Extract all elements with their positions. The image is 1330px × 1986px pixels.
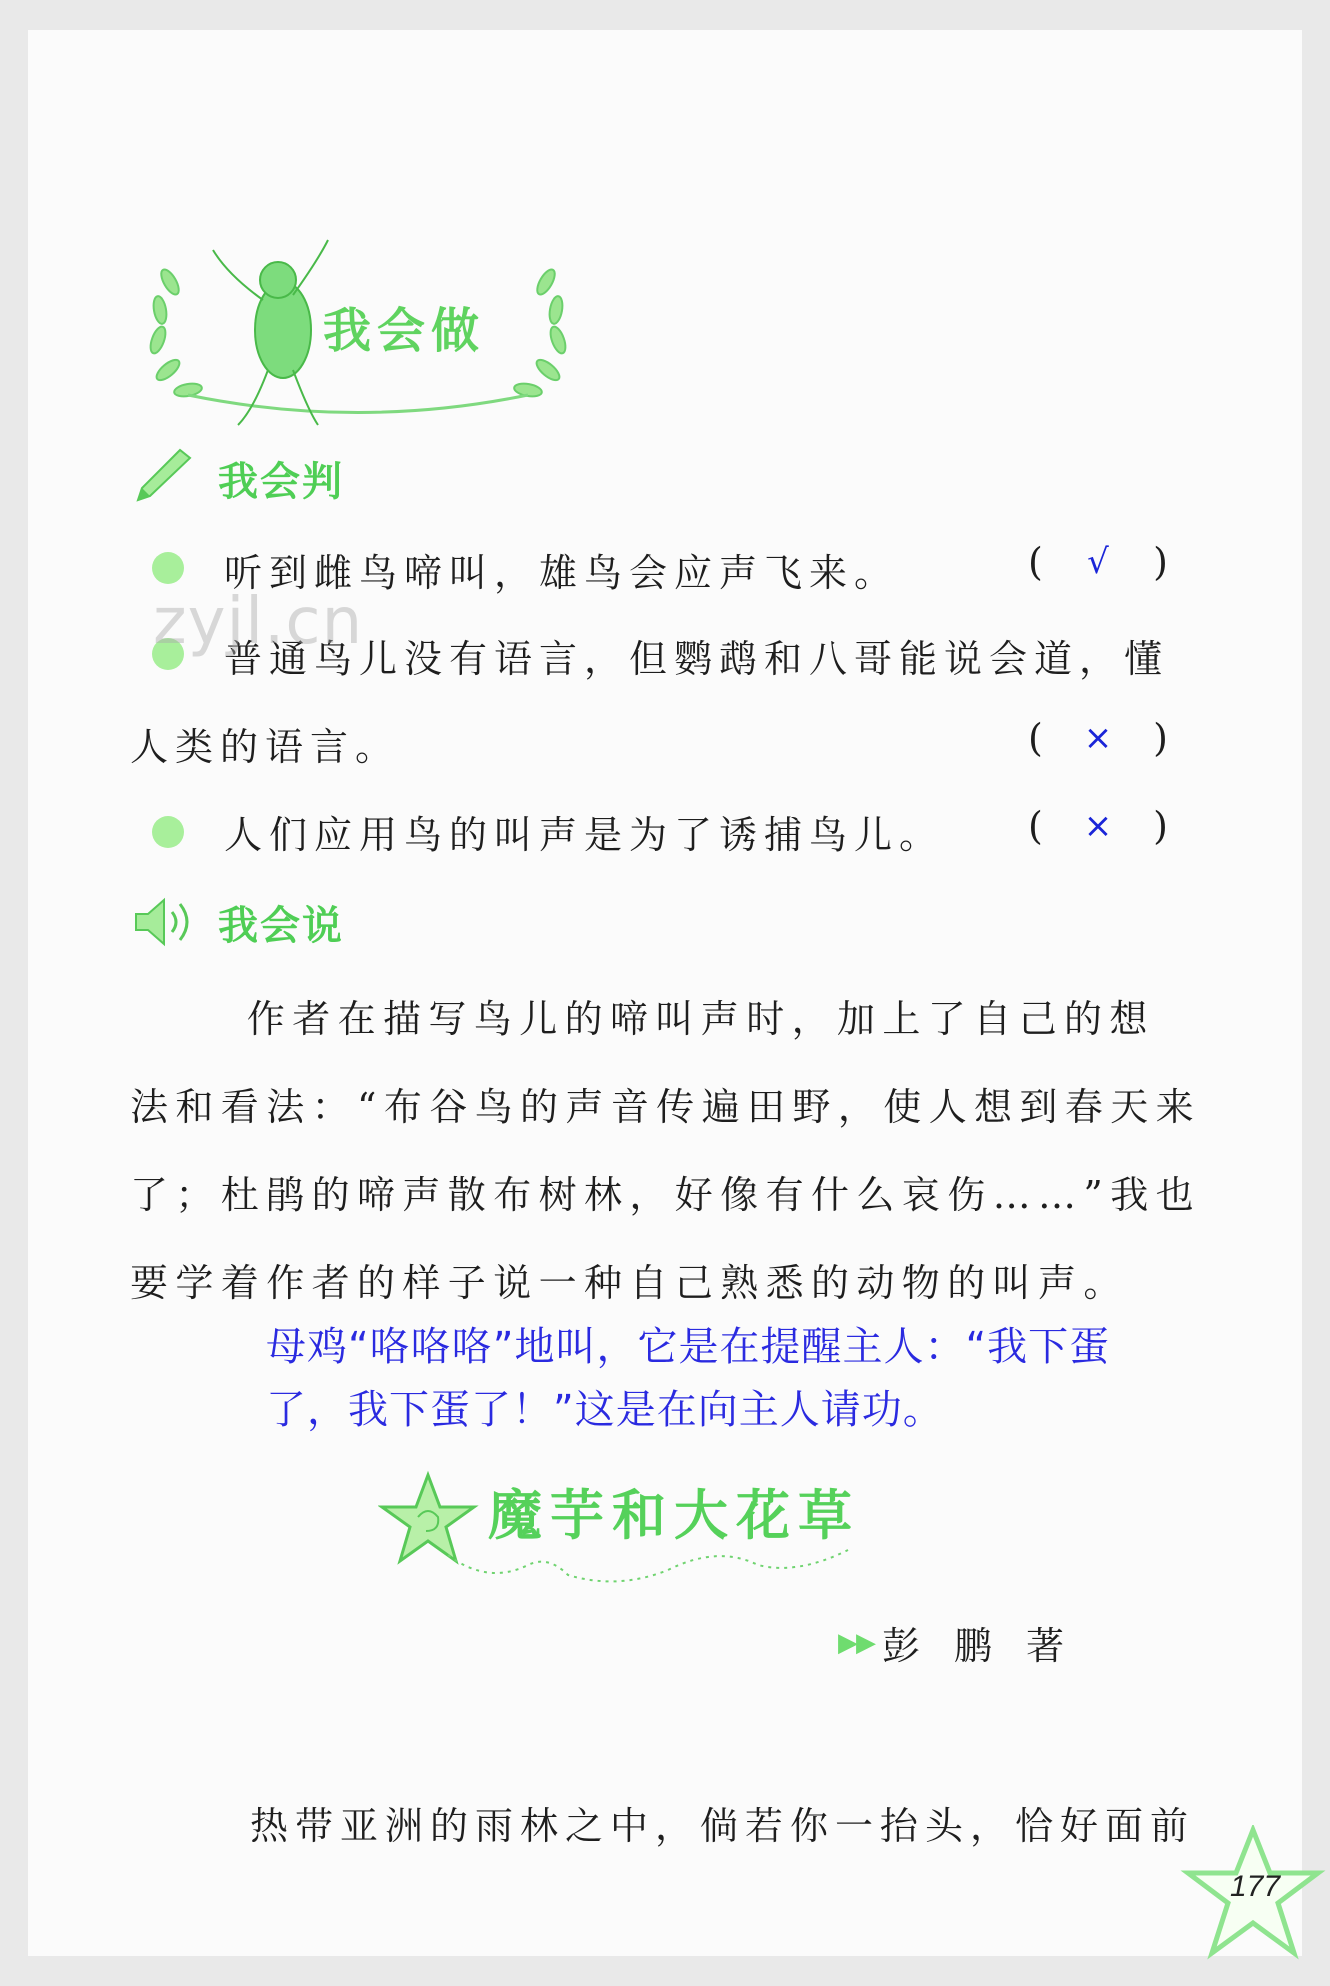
judge-item-1-answer: √ bbox=[1087, 542, 1109, 582]
story-author bbox=[838, 1615, 1098, 1670]
paren-close: ) bbox=[1153, 804, 1168, 848]
paren-open: ( bbox=[1028, 540, 1043, 584]
story-title: 魔芋和大花草 bbox=[488, 1484, 860, 1547]
bullet-dot bbox=[152, 552, 184, 584]
header-title: 我会做 bbox=[323, 303, 486, 359]
say-paragraph-line-4: 要学着作者的样子说一种自己熟悉的动物的叫声。 bbox=[130, 1261, 1129, 1305]
judge-item-2-text-line2: 人类的语言。 bbox=[130, 725, 401, 769]
judge-item-2-answer-box bbox=[1028, 716, 1168, 760]
judge-item-3-answer-box bbox=[1028, 804, 1168, 848]
say-paragraph-line-1: 作者在描写鸟儿的啼叫声时，加上了自己的想 bbox=[156, 997, 1155, 1041]
say-section-header bbox=[130, 892, 344, 952]
pencil-icon bbox=[130, 448, 200, 508]
say-paragraph-line-2: 法和看法：“布谷鸟的声音传遍田野，使人想到春天来 bbox=[130, 1085, 1202, 1129]
paren-close: ) bbox=[1153, 716, 1168, 760]
judge-item-3-text: 人们应用鸟的叫声是为了诱捕鸟儿。 bbox=[224, 813, 945, 857]
speaker-icon bbox=[130, 892, 200, 952]
judge-item-3-answer: × bbox=[1083, 806, 1113, 846]
judge-item-2-text-line1: 普通鸟儿没有语言，但鹦鹉和八哥能说会道，懂 bbox=[224, 637, 1170, 681]
answer-line-2: 了，我下蛋了！”这是在向主人请功。 bbox=[266, 1387, 944, 1433]
judge-section-header bbox=[130, 448, 344, 508]
judge-item-1-answer-box bbox=[1028, 540, 1168, 584]
page-number: 177 bbox=[1230, 1870, 1281, 1903]
author-name: 彭鹏著 bbox=[882, 1624, 1099, 1668]
judge-section-label: 我会判 bbox=[218, 458, 344, 505]
watermark: zyjl.cn bbox=[153, 585, 364, 659]
paren-open: ( bbox=[1028, 804, 1043, 848]
bullet-dot bbox=[152, 816, 184, 848]
say-paragraph-line-3: 了；杜鹃的啼声散布树林，好像有什么哀伤……”我也 bbox=[130, 1173, 1202, 1217]
say-section-label: 我会说 bbox=[218, 902, 344, 949]
textbook-page bbox=[28, 30, 1302, 1956]
story-title-block bbox=[378, 1465, 898, 1605]
double-arrow-icon: ▶▶ bbox=[838, 1627, 874, 1658]
paren-open: ( bbox=[1028, 716, 1043, 760]
judge-item-2-answer: × bbox=[1083, 718, 1113, 758]
story-first-line: 热带亚洲的雨林之中，倘若你一抬头，恰好面前 bbox=[250, 1804, 1196, 1848]
answer-line-1: 母鸡“咯咯咯”地叫，它是在提醒主人：“我下蛋 bbox=[266, 1324, 1111, 1370]
paren-close: ) bbox=[1153, 540, 1168, 584]
judge-item-1-text: 听到雌鸟啼叫，雄鸟会应声飞来。 bbox=[224, 551, 900, 595]
